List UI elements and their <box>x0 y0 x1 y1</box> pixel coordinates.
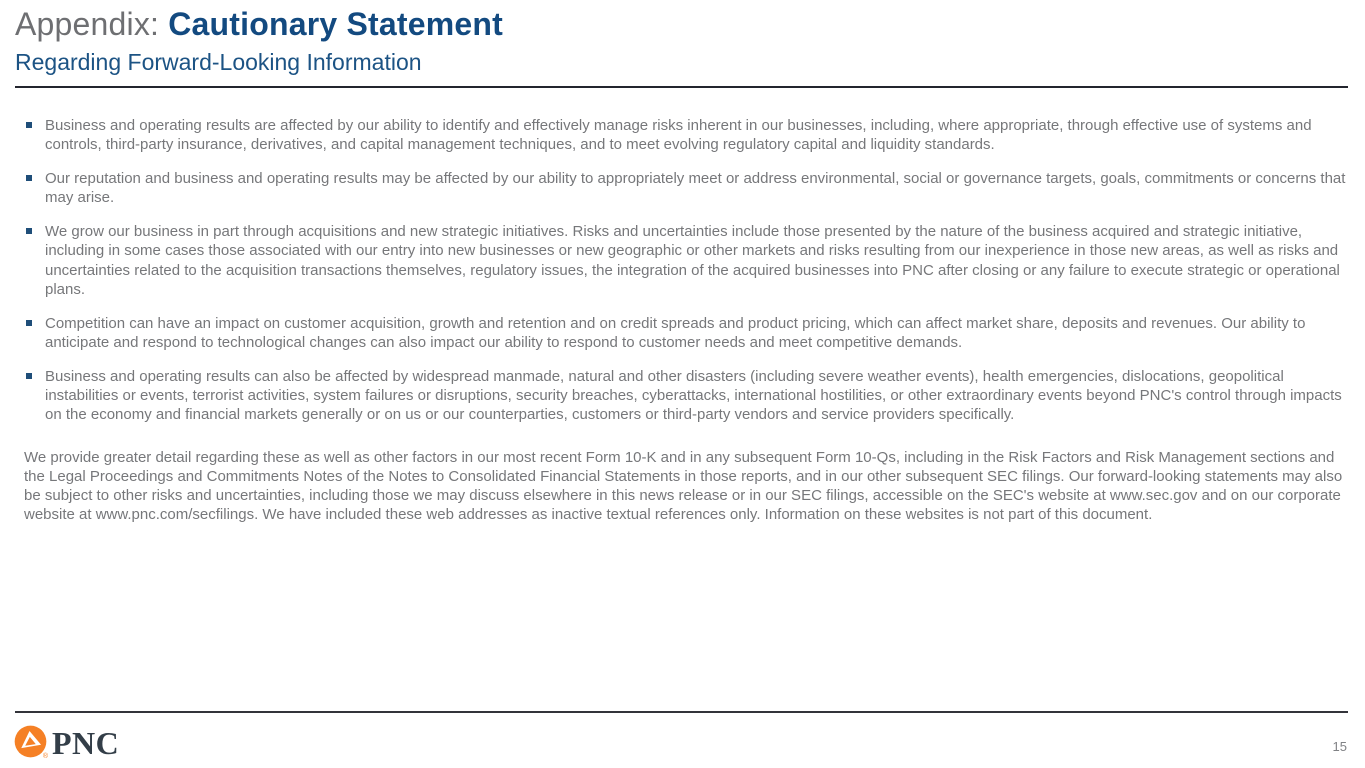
pnc-logo <box>14 725 119 760</box>
page-title <box>15 6 1350 43</box>
bullet-item <box>24 116 1349 154</box>
header-divider <box>15 86 1348 88</box>
slide-header <box>0 0 1365 75</box>
square-bullet-icon <box>26 175 32 181</box>
page-title-emphasis: Cautionary Statement <box>168 6 503 42</box>
registered-trademark: ® <box>42 753 48 760</box>
pnc-pinwheel-circle-icon <box>14 725 47 760</box>
square-bullet-icon <box>26 122 32 128</box>
bullet-text: Competition can have an impact on customer acquisition, growth and retention and on credit spreads and product pricing, which can affect market share, deposits and revenues. Our ability to anticipate and respond to technological changes can also impact our ability to respond to customer needs and meet competitive demands. <box>45 314 1306 351</box>
square-bullet-icon <box>26 373 32 379</box>
footer-divider <box>15 711 1348 713</box>
page-title-prefix: Appendix: <box>15 6 169 42</box>
square-bullet-icon <box>26 228 32 234</box>
bullet-text: We grow our business in part through acquisitions and new strategic initiatives. Risks and uncertainties include those presented by the nature of the business acquired and strategic initiative, including in some cases those associated with our entry into new businesses or new geographic or other markets and risks resulting from our inexperience in those new areas, as well as risks and uncertainties related to the acquisition transactions themselves, regulatory issues, the integration of the acquired businesses into PNC after closing or any failure to execute strategic or operational plans. <box>45 223 1340 298</box>
bullet-item <box>24 367 1349 424</box>
bullet-item <box>24 169 1349 207</box>
slide-body <box>24 116 1349 524</box>
pnc-wordmark: PNC <box>52 724 120 761</box>
bullet-text: Business and operating results can also be affected by widespread manmade, natural and other disasters (including severe weather events), health emergencies, dislocations, geopolitical instabilities or events, terrorist activities, system failures or disruptions, security breaches, cyberattacks, international hostilities, or other extraordinary events beyond PNC's control through impacts on the economy and financial markets generally or on us or our counterparties, customers or third-party vendors and service providers specifically. <box>45 367 1342 423</box>
page-number: 15 <box>1332 739 1347 754</box>
bullet-text: Business and operating results are affected by our ability to identify and effectively manage risks inherent in our businesses, including, where appropriate, through effective use of systems and controls, third-party insurance, derivatives, and capital management techniques, and to meet evolving regulatory capital and liquidity standards. <box>45 117 1312 154</box>
closing-paragraph: We provide greater detail regarding these as well as other factors in our most recent Form 10-K and in any subsequent Form 10-Qs, including in the Risk Factors and Risk Management sections and the Legal Proceedings and Commitments Notes of the Notes to Consolidated Financial Statements in those reports, and in our other subsequent SEC filings. Our forward-looking statements may also be subject to other risks and uncertainties, including those we may discuss elsewhere in this news release or in our SEC filings, accessible on the SEC's website at www.sec.gov and on our corporate website at www.pnc.com/secfilings. We have included these web addresses as inactive textual references only. Information on these websites is not part of this document. <box>24 448 1343 523</box>
bullet-item <box>24 222 1349 298</box>
bullet-text: Our reputation and business and operating results may be affected by our ability to appropriately meet or address environmental, social or governance targets, goals, commitments or concerns that may arise. <box>45 170 1346 207</box>
page-subtitle: Regarding Forward-Looking Information <box>15 48 422 75</box>
bullet-item <box>24 314 1349 352</box>
bullet-list <box>24 116 1349 424</box>
square-bullet-icon <box>26 320 32 326</box>
